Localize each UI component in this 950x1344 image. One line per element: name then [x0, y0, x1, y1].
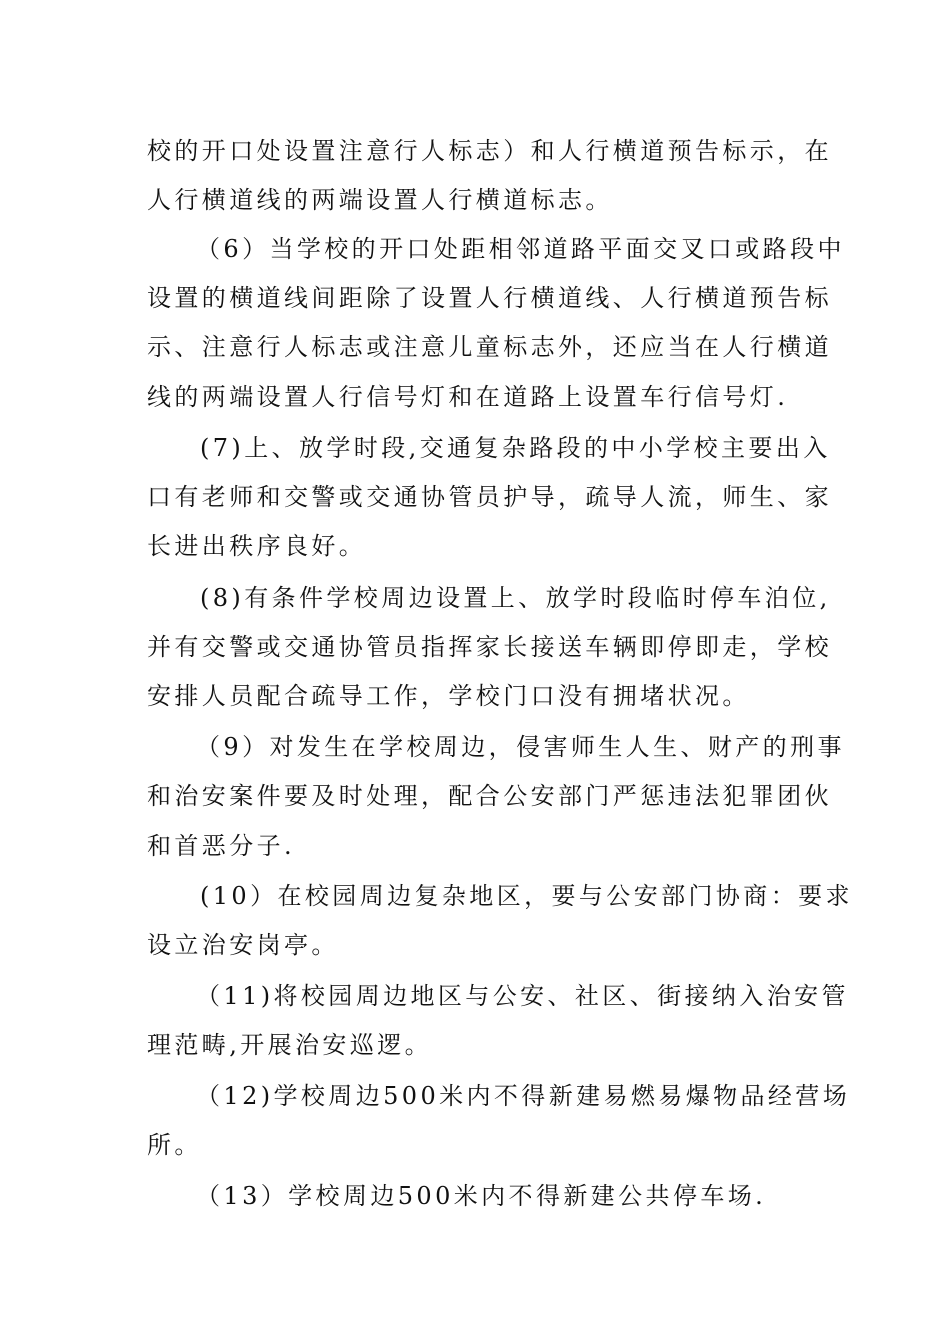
- text-line-16: (10）在校园周边复杂地区，要与公安部门协商：要求: [200, 882, 853, 910]
- text-line-8: 口有老师和交警或交通协管员护导，疏导人流，师生、家: [147, 483, 832, 511]
- text-line-21: 所。: [147, 1131, 202, 1159]
- text-line-9: 长进出秩序良好。: [147, 532, 367, 560]
- text-line-22: （13）学校周边500米内不得新建公共停车场.: [196, 1182, 767, 1210]
- text-line-3: （6）当学校的开口处距相邻道路平面交叉口或路段中: [196, 235, 845, 263]
- text-line-1: 校的开口处设置注意行人标志）和人行横道预告标示，在: [147, 137, 832, 165]
- text-line-6: 线的两端设置人行信号灯和在道路上设置车行信号灯.: [147, 383, 789, 411]
- text-line-17: 设立治安岗亭。: [147, 931, 339, 959]
- text-line-5: 示、注意行人标志或注意儿童标志外，还应当在人行横道: [147, 333, 832, 361]
- text-line-18: （11)将校园周边地区与公安、社区、街接纳入治安管: [196, 982, 849, 1010]
- text-line-19: 理范畴,开展治安巡逻。: [147, 1031, 433, 1059]
- text-line-20: （12)学校周边500米内不得新建易燃易爆物品经营场: [196, 1082, 851, 1110]
- text-line-11: 并有交警或交通协管员指挥家长接送车辆即停即走，学校: [147, 633, 832, 661]
- text-line-15: 和首恶分子.: [147, 832, 296, 860]
- text-line-7: (7)上、放学时段,交通复杂路段的中小学校主要出入: [200, 434, 831, 462]
- text-line-13: （9）对发生在学校周边，侵害师生人生、财产的刑事: [196, 733, 845, 761]
- text-line-12: 安排人员配合疏导工作，学校门口没有拥堵状况。: [147, 682, 750, 710]
- text-line-4: 设置的横道线间距除了设置人行横道线、人行横道预告标: [147, 284, 832, 312]
- text-line-10: (8)有条件学校周边设置上、放学时段临时停车泊位,: [200, 584, 831, 612]
- text-line-2: 人行横道线的两端设置人行横道标志。: [147, 186, 613, 214]
- text-line-14: 和治安案件要及时处理，配合公安部门严惩违法犯罪团伙: [147, 782, 832, 810]
